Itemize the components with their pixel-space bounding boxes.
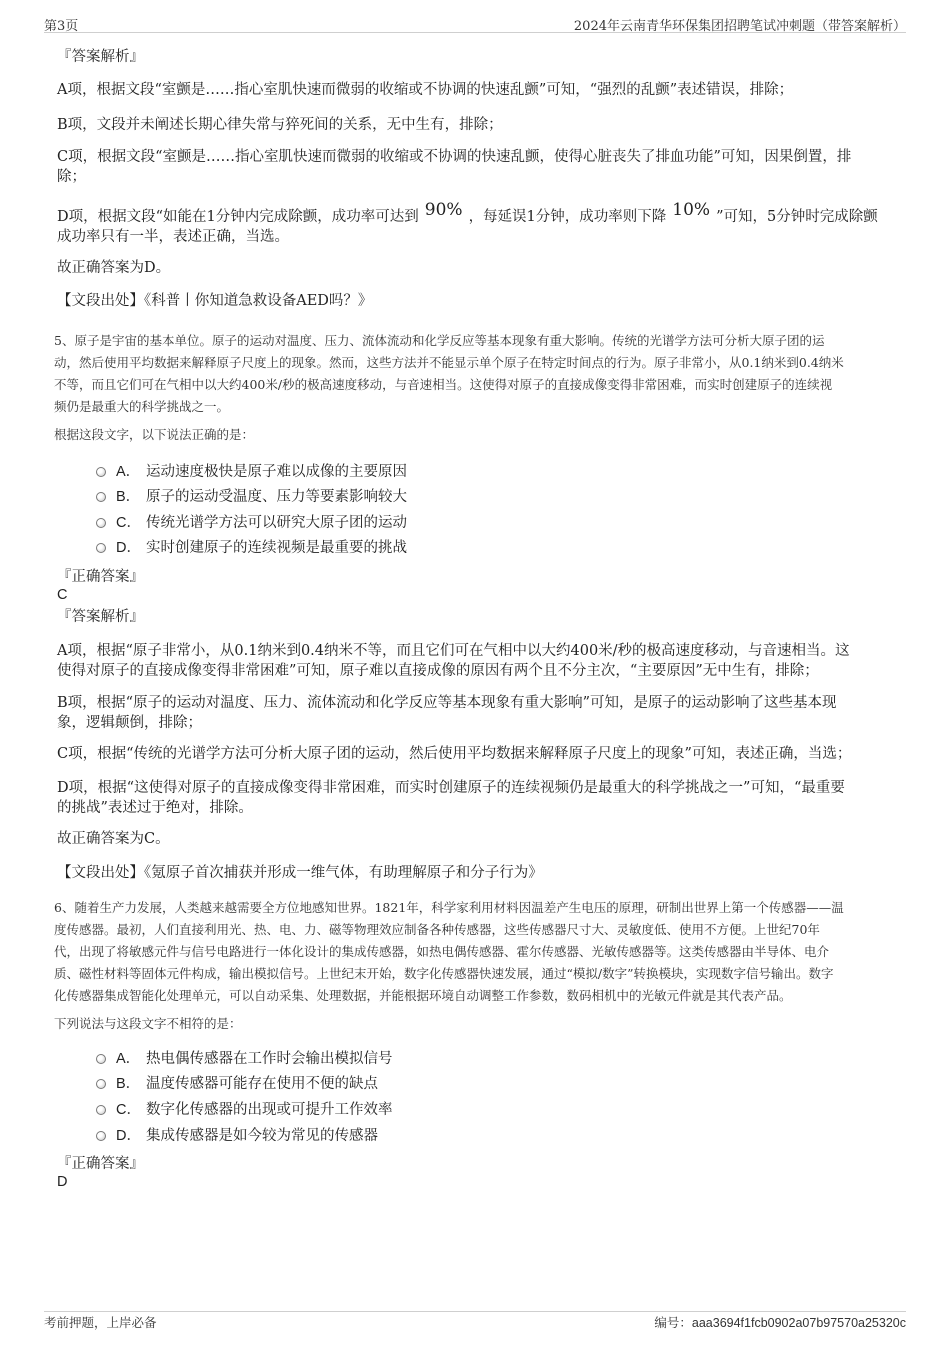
q5-stem-line2: 动，然后使用平均数据来解释原子尺度上的现象。然而，这些方法并不能显示单个原子在特定时间点的行为。原子非常小，从0.1纳米到0.4纳米 bbox=[54, 355, 844, 370]
radio-icon[interactable] bbox=[96, 1105, 106, 1115]
q5-stem-line1: 5、原子是宇宙的基本单位。原子的运动对温度、压力、流体流动和化学反应等基本现象有重大影响。传统的光谱学方法可分析大原子团的运 bbox=[54, 333, 825, 348]
q6-stem-line4: 质、磁性材料等固体元件构成，输出模拟信号。上世纪末开始，数字化传感器快速发展，通过“模拟/数字”转换模块，实现数字信号输出。数字 bbox=[54, 966, 834, 981]
q5-analysis-d bbox=[57, 778, 897, 818]
option-text: 实时创建原子的连续视频是最重要的挑战 bbox=[146, 540, 407, 556]
document-id: 编号：aaa3694f1fcb0902a07b97570a25320c bbox=[654, 1316, 906, 1330]
radio-icon[interactable] bbox=[96, 492, 106, 502]
option-text: 数字化传感器的出现或可提升工作效率 bbox=[146, 1102, 393, 1118]
option-letter: B． bbox=[116, 489, 141, 505]
success-rate-math: 90% bbox=[424, 200, 463, 220]
q6-stem-line3: 代，出现了将敏感元件与信号电路进行一体化设计的集成传感器，如热电偶传感器、霍尔传感器、光敏传感器等。这类传感器由半导体、电介 bbox=[54, 944, 830, 959]
q5-stem bbox=[54, 330, 899, 418]
q5-analysis-c: C项，根据“传统的光谱学方法可分析大原子团的运动，然后使用平均数据来解释原子尺度上的现象”可知，表述正确，当选； bbox=[57, 746, 852, 762]
q5-option-a[interactable] bbox=[96, 462, 407, 482]
footer-slogan: 考前押题，上岸必备 bbox=[44, 1315, 157, 1330]
option-text: 集成传感器是如今较为常见的传感器 bbox=[146, 1128, 378, 1144]
q6-stem-line1: 6、随着生产力发展，人类越来越需要全方位地感知世界。1821年，科学家利用材料因温差产生电压的原理，研制出世界上第一个传感器——温 bbox=[54, 900, 844, 915]
q6-prompt: 下列说法与这段文字不相符的是： bbox=[54, 1016, 242, 1031]
q5-analysis-a-line1: A项，根据“原子非常小，从0.1纳米到0.4纳米不等，而且它们可在气相中以大约400米/秒的极高速度移动，与音速相当。这 bbox=[57, 643, 850, 659]
q6-option-d[interactable] bbox=[96, 1126, 378, 1146]
q4-analysis-d-line1 bbox=[57, 200, 897, 227]
q6-stem-line5: 化传感器集成智能化处理单元，可以自动采集、处理数据，并能根据环境自动调整工作参数，数码相机中的光敏元件就是其代表产品。 bbox=[54, 988, 792, 1003]
q5-analysis-label: 『答案解析』 bbox=[57, 609, 144, 625]
q4-analysis-d-line2: 成功率只有一半，表述正确，当选。 bbox=[57, 229, 289, 245]
q6-stem-line2: 度传感器。最初，人们直接利用光、热、电、力、磁等物理效应制备各种传感器，这些传感器尺寸大、灵敏度低、使用不方便。上世纪70年 bbox=[54, 922, 820, 937]
radio-icon[interactable] bbox=[96, 518, 106, 528]
q5-analysis-d-line2: 的挑战”表述过于绝对，排除。 bbox=[57, 800, 253, 816]
q5-option-b[interactable] bbox=[96, 487, 407, 507]
q4-analysis-b: B项，文段并未阐述长期心律失常与猝死间的关系，无中生有，排除； bbox=[57, 117, 503, 133]
document-title: 2024年云南青华环保集团招聘笔试冲刺题（带答案解析） bbox=[573, 19, 906, 34]
q4-analysis-c-line2: 除； bbox=[57, 169, 86, 185]
footer-divider bbox=[44, 1311, 906, 1312]
q5-source: 【文段出处】《氪原子首次捕获并形成一维气体，有助理解原子和分子行为》 bbox=[57, 865, 543, 881]
option-letter: D． bbox=[116, 540, 141, 556]
option-letter: A． bbox=[116, 1051, 141, 1067]
q5-analysis-d-line1: D项，根据“这使得对原子的直接成像变得非常困难，而实时创建原子的连续视频仍是最重大的科学挑战之一”可知，“最重要 bbox=[57, 780, 845, 796]
q6-option-b[interactable] bbox=[96, 1074, 378, 1094]
q6-stem bbox=[54, 897, 899, 1007]
q4-conclusion: 故正确答案为D。 bbox=[57, 260, 171, 276]
q4-source: 【文段出处】《科普丨你知道急救设备AED吗？》 bbox=[57, 293, 373, 309]
q5-conclusion: 故正确答案为C。 bbox=[57, 831, 170, 847]
q4-analysis-d-pre: D项，根据文段“如能在1分钟内完成除颤，成功率可达到 bbox=[57, 209, 419, 225]
q4-analysis-label: 『答案解析』 bbox=[57, 49, 144, 65]
option-text: 运动速度极快是原子难以成像的主要原因 bbox=[146, 464, 407, 480]
q5-analysis-b bbox=[57, 693, 897, 733]
option-letter: B． bbox=[116, 1076, 141, 1092]
q4-analysis-c-line1: C项，根据文段“室颤是……指心室肌快速而微弱的收缩或不协调的快速乱颤，使得心脏丧失了排血功能”可知，因果倒置，排 bbox=[57, 149, 852, 165]
option-letter: A． bbox=[116, 464, 141, 480]
q5-stem-line4: 频仍是最重大的科学挑战之一。 bbox=[54, 399, 230, 414]
option-text: 原子的运动受温度、压力等要素影响较大 bbox=[146, 489, 407, 505]
radio-icon[interactable] bbox=[96, 467, 106, 477]
q6-option-c[interactable] bbox=[96, 1100, 393, 1120]
q6-option-a[interactable] bbox=[96, 1049, 393, 1069]
option-text: 传统光谱学方法可以研究大原子团的运动 bbox=[146, 515, 407, 531]
radio-icon[interactable] bbox=[96, 543, 106, 553]
q4-analysis-c bbox=[57, 147, 897, 187]
header-divider bbox=[44, 32, 906, 33]
decline-rate-math: 10% bbox=[672, 200, 711, 220]
q4-analysis-d bbox=[57, 200, 897, 247]
q5-answer-label: 『正确答案』 bbox=[57, 569, 144, 585]
q5-analysis-a bbox=[57, 641, 897, 681]
q5-answer: C bbox=[57, 587, 68, 603]
q6-answer: D bbox=[57, 1174, 68, 1190]
page-header bbox=[44, 12, 906, 34]
radio-icon[interactable] bbox=[96, 1079, 106, 1089]
q5-prompt: 根据这段文字，以下说法正确的是： bbox=[54, 427, 255, 442]
q6-answer-label: 『正确答案』 bbox=[57, 1156, 144, 1172]
q5-analysis-a-line2: 使得对原子的直接成像变得非常困难”可知，原子难以直接成像的原因有两个且不分主次，“主要原因”无中生有，排除； bbox=[57, 663, 819, 679]
q5-option-c[interactable] bbox=[96, 513, 407, 533]
page-number: 第3页 bbox=[44, 19, 79, 34]
q4-analysis-d-post: ”可知，5分钟时完成除颤 bbox=[716, 209, 878, 225]
option-letter: C． bbox=[116, 515, 141, 531]
option-text: 温度传感器可能存在使用不便的缺点 bbox=[146, 1076, 378, 1092]
q5-stem-line3: 不等，而且它们可在气相中以大约400米/秒的极高速度移动，与音速相当。这使得对原子的直接成像变得非常困难，而实时创建原子的连续视 bbox=[54, 377, 833, 392]
q5-analysis-b-line1: B项，根据“原子的运动对温度、压力、流体流动和化学反应等基本现象有重大影响”可知，是原子的运动影响了这些基本现 bbox=[57, 695, 837, 711]
q5-analysis-b-line2: 象，逻辑颠倒，排除； bbox=[57, 715, 202, 731]
option-letter: C． bbox=[116, 1102, 141, 1118]
q5-option-d[interactable] bbox=[96, 538, 407, 558]
radio-icon[interactable] bbox=[96, 1131, 106, 1141]
option-letter: D． bbox=[116, 1128, 141, 1144]
q4-analysis-d-mid: ，每延误1分钟，成功率则下降 bbox=[468, 209, 667, 225]
q4-analysis-a: A项，根据文段“室颤是……指心室肌快速而微弱的收缩或不协调的快速乱颤”可知，“强烈的乱颤”表述错误，排除； bbox=[57, 82, 794, 98]
option-text: 热电偶传感器在工作时会输出模拟信号 bbox=[146, 1051, 393, 1067]
radio-icon[interactable] bbox=[96, 1054, 106, 1064]
